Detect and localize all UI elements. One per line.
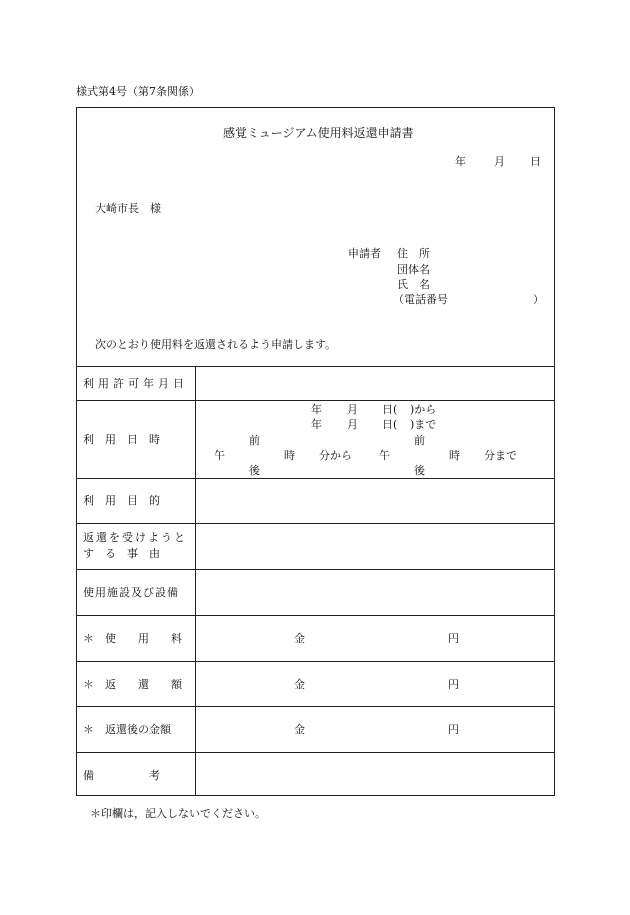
fee-label: ＊ 使 用 料 — [83, 632, 182, 645]
row-divider — [77, 400, 554, 401]
from-year: 年 — [311, 403, 322, 416]
facility-label: 使用施設及び設備 — [83, 586, 179, 599]
date-year: 年 — [455, 155, 466, 168]
start-ampm-after: 後 — [249, 464, 260, 477]
fee-currency-suffix: 円 — [448, 632, 459, 645]
reason-label-line1: 返還を受けようと — [83, 531, 187, 544]
application-form — [76, 107, 555, 796]
reason-label-line2: す る 事 由 — [83, 547, 160, 560]
from-month: 月 — [347, 403, 358, 416]
from-day: 日( — [382, 403, 398, 416]
footer-note: ＊印欄は，記入しないでください。 — [90, 807, 266, 820]
start-ampm-noon: 午 — [214, 449, 225, 462]
row-divider — [77, 478, 554, 479]
end-hour: 時 — [449, 449, 460, 462]
applicant-address-label: 住 所 — [397, 247, 430, 260]
form-title: 感覚ミュージアム使用料返還申請書 — [223, 126, 414, 140]
to-month: 月 — [347, 418, 358, 431]
row-divider — [77, 615, 554, 616]
table-top-border — [77, 366, 554, 367]
label-column-divider — [195, 366, 196, 795]
row-divider — [77, 569, 554, 570]
form-number: 様式第4号（第7条関係） — [76, 85, 200, 98]
start-hour: 時 — [284, 449, 295, 462]
end-minute: 分まで — [484, 449, 517, 462]
to-close: )まで — [410, 418, 437, 431]
refund-currency-prefix: 金 — [294, 678, 305, 691]
to-year: 年 — [311, 418, 322, 431]
end-ampm-after: 後 — [414, 464, 425, 477]
row-divider — [77, 706, 554, 707]
to-day: 日( — [382, 418, 398, 431]
request-text: 次のとおり使用料を返還されるよう申請します。 — [95, 338, 337, 351]
applicant-phone-close: ） — [533, 293, 544, 306]
purpose-label: 利 用 目 的 — [83, 494, 160, 507]
row-divider — [77, 752, 554, 753]
addressee: 大崎市長 様 — [95, 202, 161, 215]
fee-currency-prefix: 金 — [294, 632, 305, 645]
row-divider — [77, 661, 554, 662]
after-refund-label: ＊ 返還後の金額 — [83, 723, 171, 736]
end-ampm-before: 前 — [414, 434, 425, 447]
usage-datetime-label: 利 用 日 時 — [83, 433, 160, 446]
start-minute: 分から — [319, 449, 352, 462]
remarks-label: 備 考 — [83, 769, 160, 782]
row-divider — [77, 523, 554, 524]
from-close: )から — [410, 403, 437, 416]
after-refund-currency-prefix: 金 — [294, 723, 305, 736]
start-ampm-before: 前 — [249, 434, 260, 447]
applicant-name-label: 氏 名 — [397, 278, 430, 291]
refund-currency-suffix: 円 — [448, 678, 459, 691]
permit-date-label: 利用許可年月日 — [83, 377, 188, 390]
after-refund-currency-suffix: 円 — [448, 723, 459, 736]
date-month: 月 — [494, 155, 505, 168]
end-ampm-noon: 午 — [379, 449, 390, 462]
date-day: 日 — [530, 155, 541, 168]
applicant-phone-label: （電話番号 — [393, 293, 448, 306]
applicant-organization-label: 団体名 — [397, 263, 430, 276]
refund-label: ＊ 返 還 額 — [83, 678, 182, 691]
applicant-label: 申請者 — [348, 247, 381, 260]
